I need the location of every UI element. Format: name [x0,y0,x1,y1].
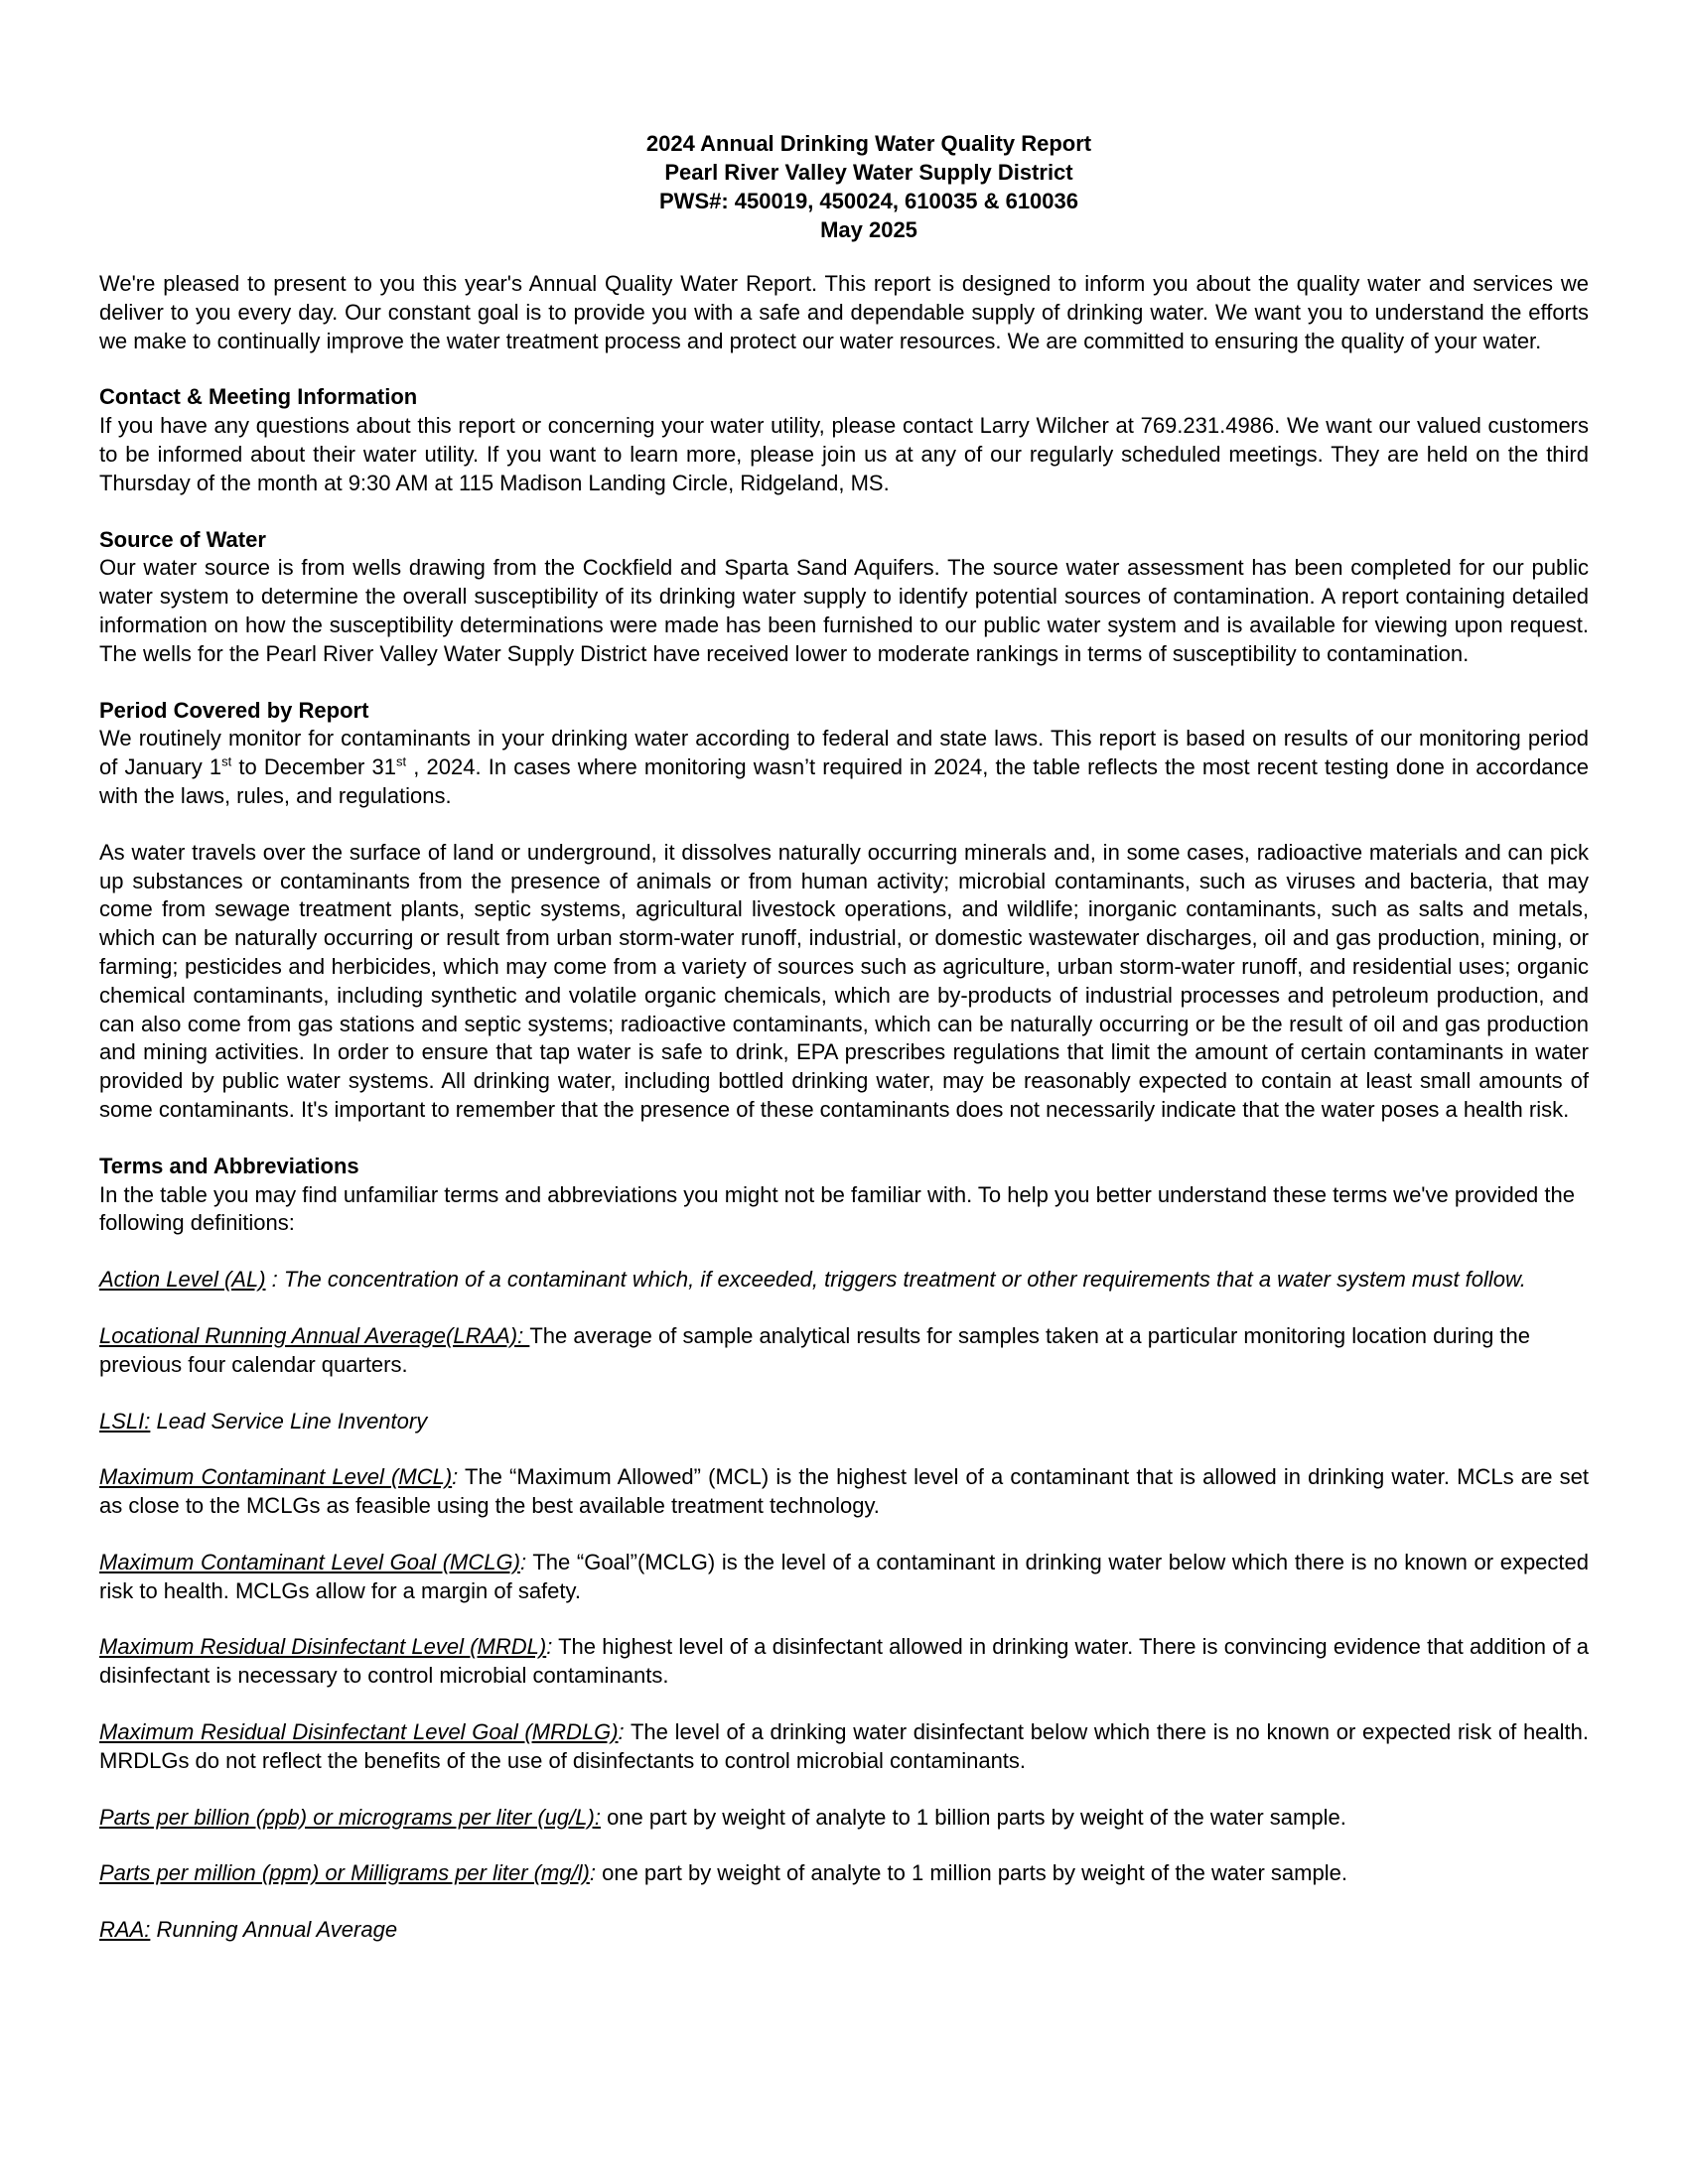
period-text-c: , 2024. In cases where monitoring wasn’t required in 2024, the table reflects the most recent testing done in accordance with the laws, rules, and regulations. [99,754,1590,808]
term-mrdl: Maximum Residual Disinfectant Level (MRDL) [99,1634,547,1660]
def-mrdlg [99,1718,1589,1776]
period-sup-1: st [221,753,232,769]
def-text-raa: Running Annual Average [150,1917,398,1943]
terms-heading: Terms and Abbreviations [99,1153,359,1178]
def-text-ppb: one part by weight of analyte to 1 billion parts by weight of the water sample. [600,1804,1346,1830]
term-mclg: Maximum Contaminant Level Goal (MCLG) [99,1549,520,1574]
contact-heading: Contact & Meeting Information [99,384,418,410]
period-paragraph [99,725,1589,810]
term-mrdlg-colon: : [618,1719,625,1745]
def-text-mclg: The “Goal”(MCLG) is the level of a contaminant in drinking water below which there is no known or expected risk to health. MCLGs allow for a margin of safety. [99,1549,1589,1603]
term-raa: RAA: [99,1917,151,1943]
def-text-lsli: Lead Service Line Inventory [150,1408,428,1433]
term-mcl: Maximum Contaminant Level (MCL) [99,1464,453,1490]
term-mclg-colon: : [519,1549,527,1574]
term-mcl-colon: : [452,1464,459,1490]
contact-paragraph: If you have any questions about this report or concerning your water utility, please contact Larry Wilcher at 769.231.4986. We want our valued customers to be informed about their water utility. If you want to learn more, please join us at any of our regularly scheduled meetings. They are held on the third Thursday of the month at 9:30 AM at 115 Madison Landing Circle, Ridgeland, MS. [99,413,1589,495]
def-ppb [99,1804,1589,1833]
term-lsli: LSLI: [99,1408,151,1433]
report-header [99,129,1589,244]
def-mcl [99,1463,1589,1521]
def-text-action-level: : The concentration of a contaminant which, if exceeded, triggers treatment or other requirements that a water system must follow. [265,1267,1526,1293]
term-ppm-colon: : [589,1860,596,1886]
period-heading: Period Covered by Report [99,697,369,723]
def-raa [99,1916,1589,1945]
source-heading: Source of Water [99,526,266,552]
period-text-a: We routinely monitor for contaminants in your drinking water according to federal and state laws. This report is based on results of our monitoring period of January 1 [99,726,1589,780]
def-mclg [99,1549,1589,1606]
def-ppm [99,1859,1589,1888]
def-lsli [99,1408,1589,1436]
pws-numbers: PWS#: 450019, 450024, 610035 & 610036 [659,189,1078,213]
report-page [99,129,1589,1945]
terms-intro: In the table you may find unfamiliar terms and abbreviations you might not be familiar with. To help you better understand these terms we've provided the following definitions: [99,1181,1575,1236]
source-paragraph: Our water source is from wells drawing from the Cockfield and Sparta Sand Aquifers. The source water assessment has been completed for our public water system to determine the overall susceptibility of its drinking water supply to identify potential sources of contamination. A report containing detailed information on how the susceptibility determinations were made has been furnished to our public water system and is available for viewing upon request. The wells for the Pearl River Valley Water Supply District have received lower to moderate rankings in terms of susceptibility to contamination. [99,555,1589,666]
def-text-ppm: one part by weight of analyte to 1 million parts by weight of the water sample. [596,1860,1347,1886]
def-mrdl [99,1633,1589,1691]
def-action-level [99,1266,1589,1295]
report-date: May 2025 [820,217,917,242]
district-name: Pearl River Valley Water Supply District [664,160,1073,185]
term-mrdl-colon: : [546,1634,553,1660]
term-mrdlg: Maximum Residual Disinfectant Level Goal (MRDLG) [99,1719,619,1745]
term-ppm: Parts per million (ppm) or Milligrams per liter (mg/l) [99,1860,590,1886]
def-text-mrdlg: The level of a drinking water disinfectant below which there is no known or expected risk of health. MRDLGs do not reflect the benefits of the use of disinfectants to control microbial contaminants. [99,1719,1589,1773]
term-lraa: Locational Running Annual Average(LRAA): [99,1322,530,1348]
def-text-lraa: The average of sample analytical results for samples taken at a particular monitoring location during the previous four calendar quarters. [99,1322,1530,1377]
def-text-mcl: The “Maximum Allowed” (MCL) is the highest level of a contaminant that is allowed in drinking water. MCLs are set as close to the MCLGs as feasible using the best available treatment technology. [99,1464,1589,1519]
period-sup-2: st [396,753,407,769]
contaminants-paragraph: As water travels over the surface of land or underground, it dissolves naturally occurring minerals and, in some cases, radioactive materials and can pick up substances or contaminants from the presence of animals or from human activity; microbial contaminants, such as viruses and bacteria, that may come from sewage treatment plants, septic systems, agricultural livestock operations, and wildlife; inorganic contaminants, such as salts and metals, which can be naturally occurring or result from urban storm-water runoff, industrial, or domestic wastewater discharges, oil and gas production, mining, or farming; pesticides and herbicides, which may come from a variety of sources such as agriculture, urban storm-water runoff, and residential uses; organic chemical contaminants, including synthetic and volatile organic chemicals, which are by-products of industrial processes and petroleum production, and can also come from gas stations and septic systems; radioactive contaminants, which can be naturally occurring or be the result of oil and gas production and mining activities. In order to ensure that tap water is safe to drink, EPA prescribes regulations that limit the amount of certain contaminants in water provided by public water systems. All drinking water, including bottled drinking water, may be reasonably expected to contain at least small amounts of some contaminants. It's important to remember that the presence of these contaminants does not necessarily indicate that the water poses a health risk. [99,839,1589,1122]
def-text-mrdl: The highest level of a disinfectant allowed in drinking water. There is convincing evidence that addition of a disinfectant is necessary to control microbial contaminants. [99,1634,1589,1689]
period-text-b: to December 31 [231,754,396,780]
intro-paragraph: We're pleased to present to you this year's Annual Quality Water Report. This report is designed to inform you about the quality water and services we deliver to you every day. Our constant goal is to provide you with a safe and dependable supply of drinking water. We want you to understand the efforts we make to continually improve the water treatment process and protect our water resources. We are committed to ensuring the quality of your water. [99,271,1589,353]
report-title: 2024 Annual Drinking Water Quality Report [645,131,1092,156]
term-action-level: Action Level (AL) [99,1267,266,1293]
def-lraa [99,1322,1589,1380]
term-ppb: Parts per billion (ppb) or micrograms per liter (ug/L): [99,1804,601,1830]
